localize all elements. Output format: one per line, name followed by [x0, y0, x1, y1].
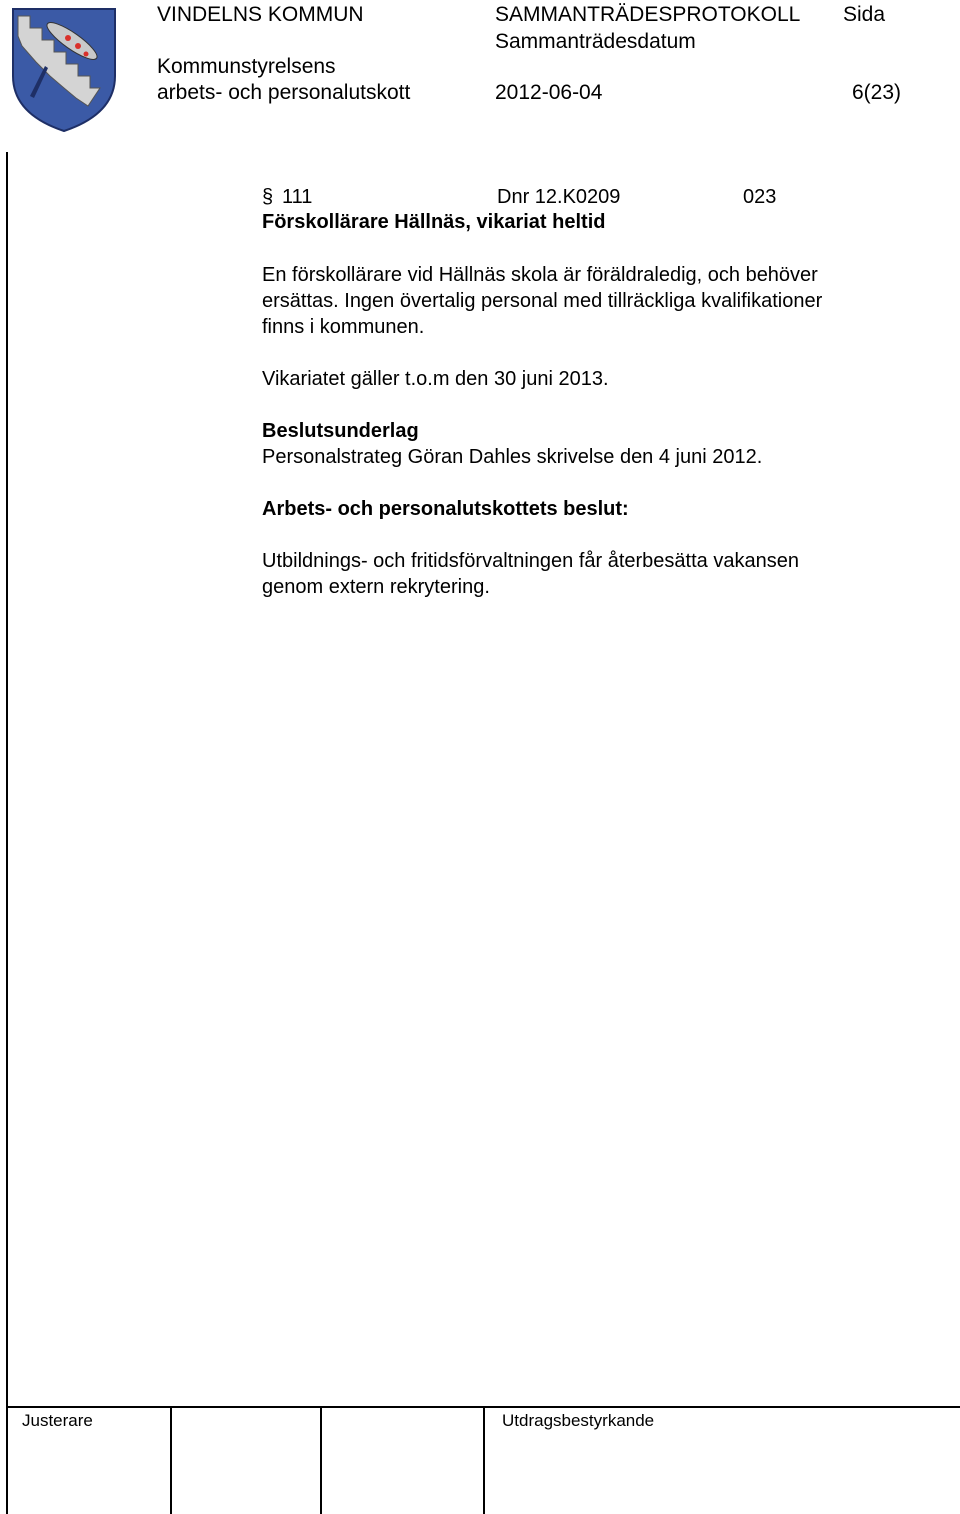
paragraph-sign: § [262, 186, 274, 208]
footer-justerare-label: Justerare [22, 1411, 93, 1430]
footer-utdrag-label: Utdragsbestyrkande [502, 1411, 655, 1430]
paragraph-1-line-3: finns i kommunen. [262, 316, 425, 338]
header-page-number: 6(23) [852, 81, 902, 104]
section-number: 111 [282, 186, 313, 208]
coat-of-arms-logo [10, 6, 118, 134]
header-org: VINDELNS KOMMUN [157, 3, 364, 26]
footer-divider-2 [320, 1408, 322, 1514]
header-body-line2: arbets- och personalutskott [157, 81, 411, 104]
dnr-number: Dnr 12.K0209 [497, 186, 621, 208]
basis-text: Personalstrateg Göran Dahles skrivelse den 4 juni 2012. [262, 446, 763, 468]
section-title: Förskollärare Hällnäs, vikariat heltid [262, 211, 606, 233]
paragraph-1-line-2: ersättas. Ingen övertalig personal med tillräckliga kvalifikationer [262, 290, 823, 312]
footer-divider-1 [170, 1408, 172, 1514]
footer-divider-3 [483, 1408, 485, 1514]
paragraph-1-line-1: En förskollärare vid Hällnäs skola är föräldraledig, och behöver [262, 264, 818, 286]
decision-line-1: Utbildnings- och fritidsförvaltningen får återbesätta vakansen [262, 550, 799, 572]
header-page-label: Sida [843, 3, 886, 26]
decision-heading: Arbets- och personalutskottets beslut: [262, 498, 629, 520]
header-meeting-date-label: Sammanträdesdatum [495, 30, 696, 53]
paragraph-2: Vikariatet gäller t.o.m den 30 juni 2013. [262, 368, 609, 390]
decision-line-2: genom extern rekrytering. [262, 576, 490, 598]
header-doc-type: SAMMANTRÄDESPROTOKOLL [495, 3, 801, 26]
header-date: 2012-06-04 [495, 81, 603, 104]
basis-heading: Beslutsunderlag [262, 420, 419, 442]
header-body-line1: Kommunstyrelsens [157, 55, 336, 78]
left-margin-rule [6, 152, 8, 1514]
classification-code: 023 [743, 186, 777, 208]
